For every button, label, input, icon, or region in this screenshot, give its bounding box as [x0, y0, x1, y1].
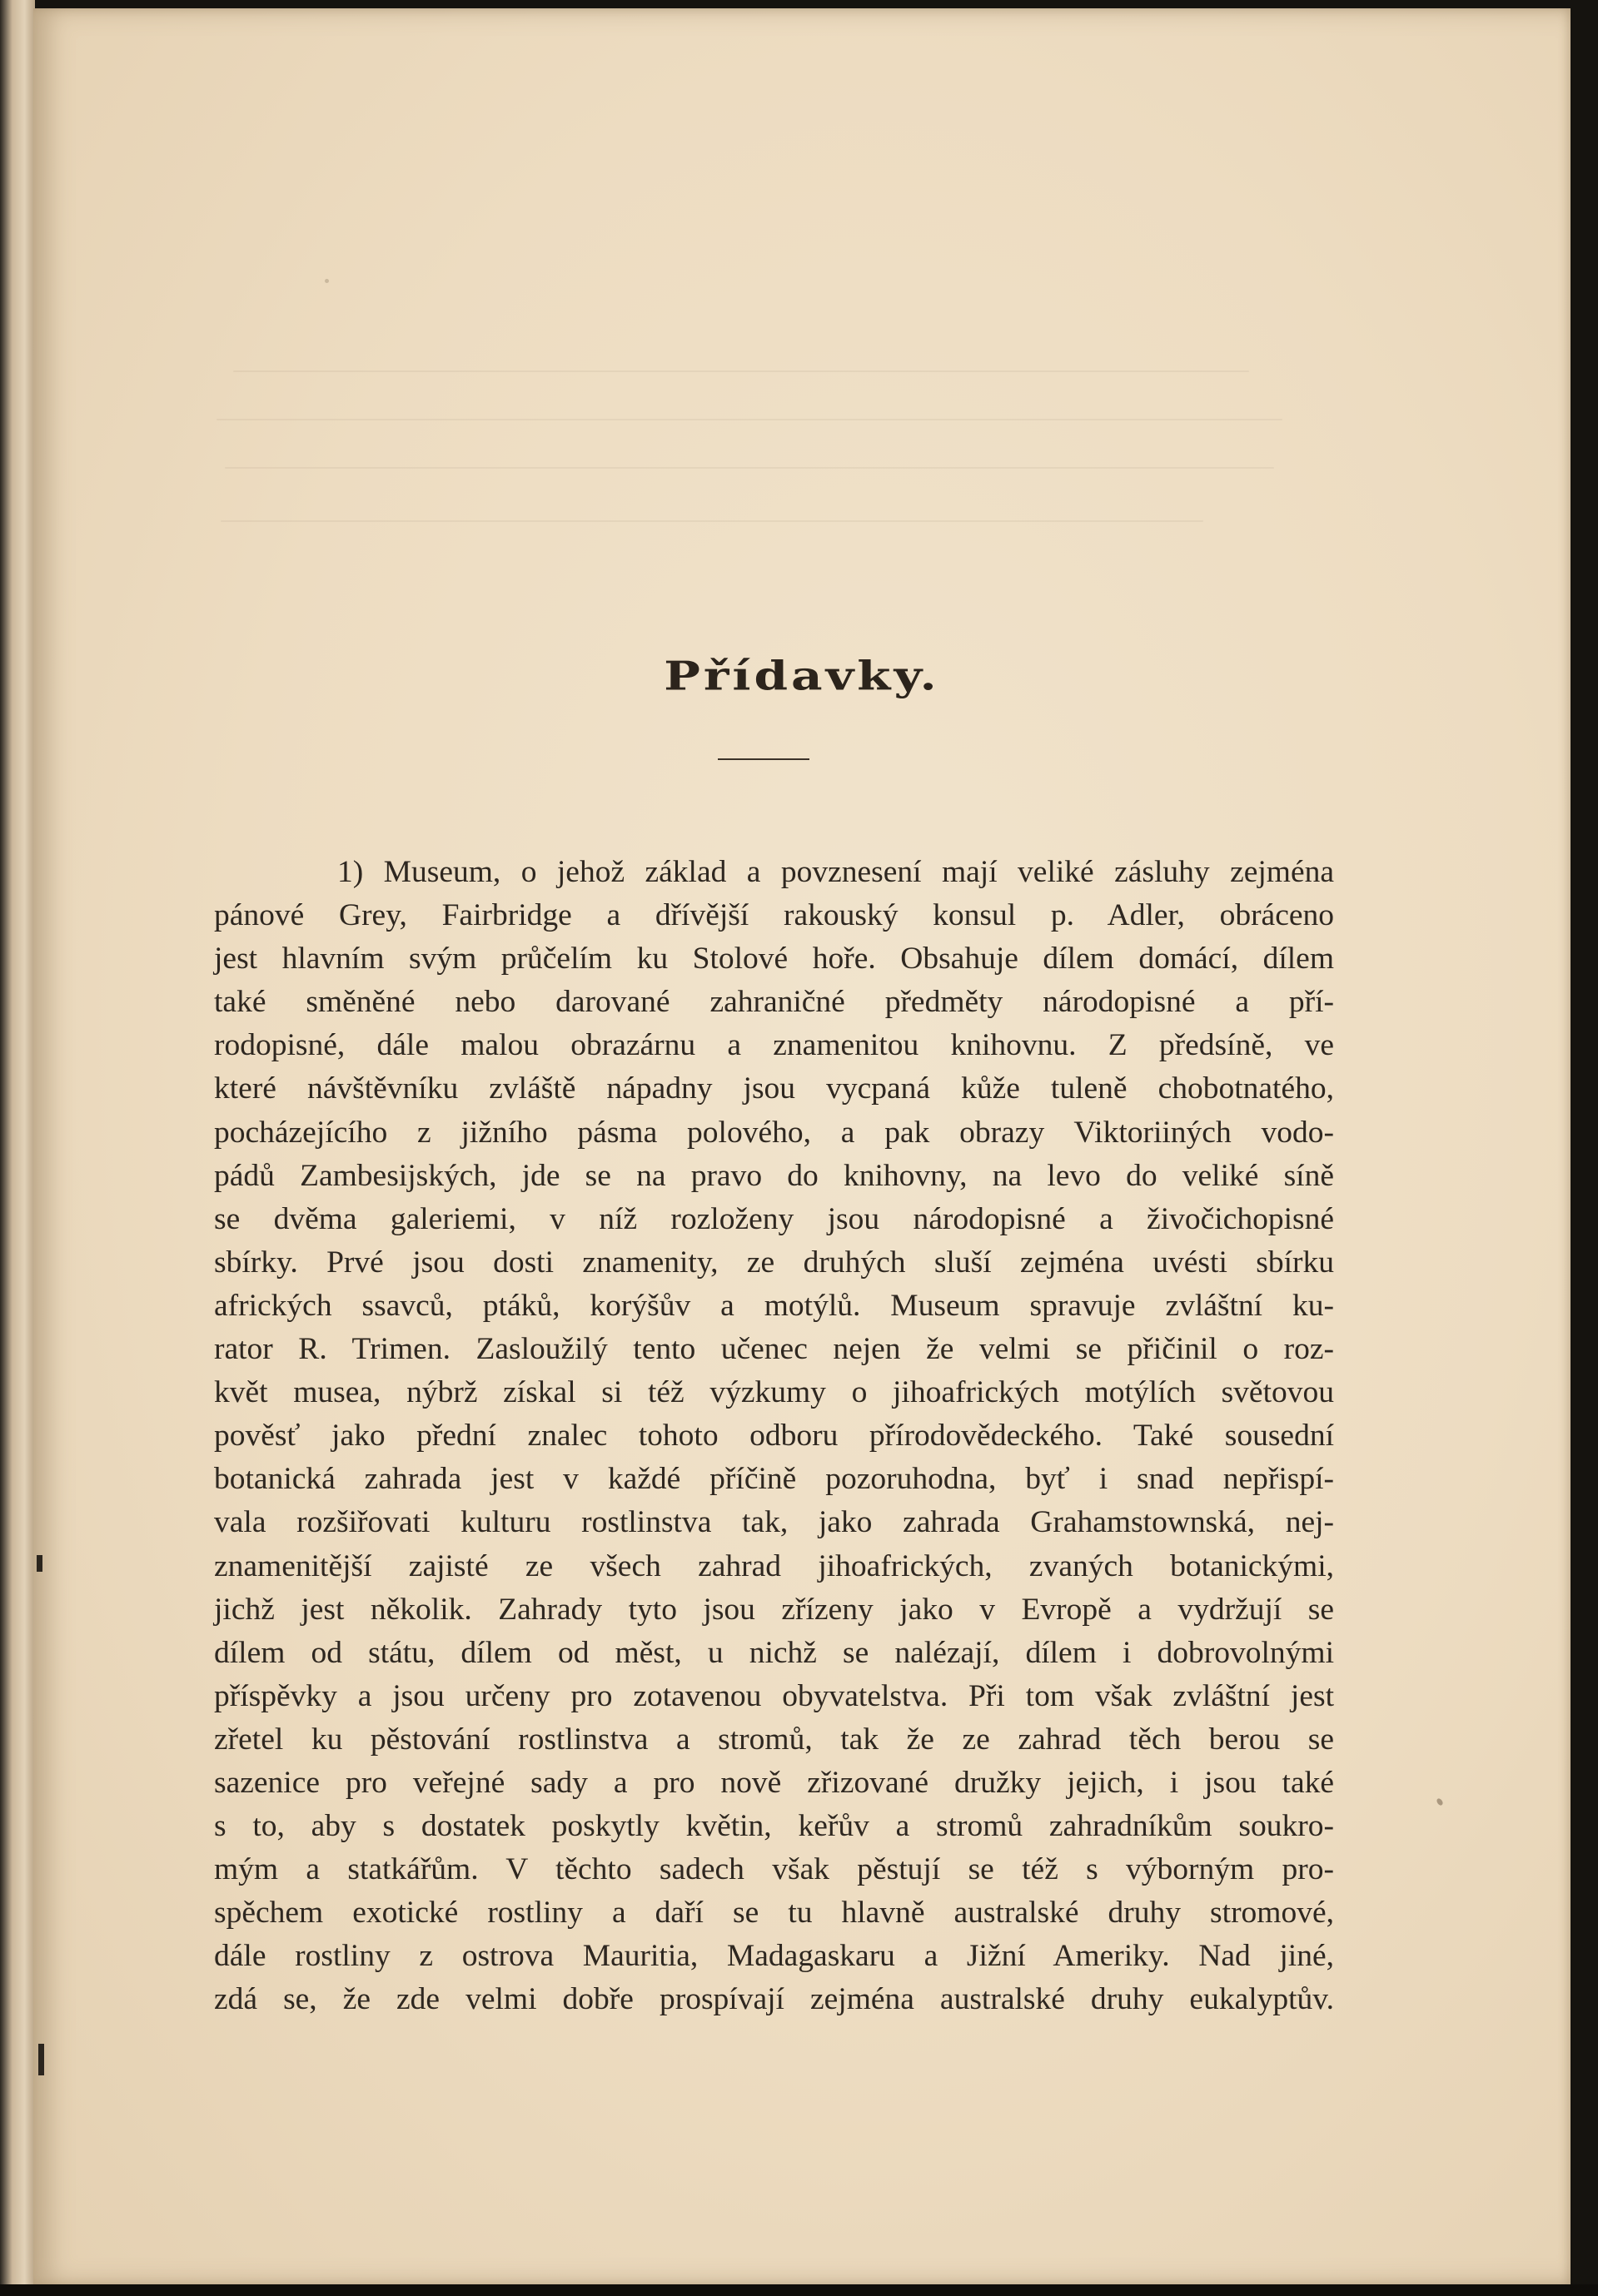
text-line: vala rozšiřovati kulturu rostlinstva tak, jako zahrada Grahamstownská, nej-	[214, 1505, 1334, 1540]
text-line: botanická zahrada jest v každé příčině pozoruhodna, byť i snad nepřispí-	[214, 1462, 1334, 1497]
show-through-line	[225, 467, 1274, 469]
text-line: sazenice pro veřejné sady a pro nově zřizované družky jejich, i jsou také	[214, 1765, 1334, 1800]
title-rule	[718, 758, 809, 760]
show-through-line	[217, 419, 1282, 420]
show-through-line	[233, 370, 1249, 372]
ink-speck	[325, 279, 329, 283]
gutter-mark	[37, 1555, 42, 1572]
text-line: dále rostliny z ostrova Mauritia, Madagaskaru a Jižní Ameriky. Nad jiné,	[214, 1939, 1334, 1974]
scan-border	[0, 2284, 1598, 2296]
text-line: znamenitější zajisté ze všech zahrad jihoafrických, zvaných botanickými,	[214, 1548, 1334, 1583]
text-line: mým a statkářům. V těchto sadech však pěstují se též s výborným pro-	[214, 1852, 1334, 1887]
text-line: příspěvky a jsou určeny pro zotavenou obyvatelstva. Při tom však zvláštní jest	[214, 1678, 1334, 1713]
text-line: afrických ssavců, ptáků, korýšův a motýlů. Museum spravuje zvláštní ku-	[214, 1288, 1334, 1323]
text-line: jichž jest několik. Zahrady tyto jsou zřízeny jako v Evropě a vydržují se	[214, 1592, 1334, 1627]
text-line: jest hlavním svým průčelím ku Stolové hoře. Obsahuje dílem domácí, dílem	[214, 942, 1334, 977]
text-line: sbírky. Prvé jsou dosti znamenity, ze druhých sluší zejména uvésti sbírku	[214, 1245, 1334, 1280]
book-page	[33, 8, 1571, 2285]
text-line: spěchem exotické rostliny a daří se tu hlavně australské druhy stromové,	[214, 1896, 1334, 1931]
text-line: dílem od státu, dílem od měst, u nichž se nalézají, dílem i dobrovolnými	[214, 1635, 1334, 1670]
text-line: které návštěvníku zvláště nápadny jsou vycpaná kůže tuleně chobotnatého,	[214, 1071, 1334, 1106]
text-line: zdá se, že zde velmi dobře prospívají zejména australské druhy eukalyptův.	[214, 1982, 1334, 2017]
text-line: pádů Zambesijských, jde se na pravo do knihovny, na levo do veliké síně	[214, 1158, 1334, 1193]
page-title: Přídavky.	[664, 653, 940, 699]
text-line: se dvěma galeriemi, v níž rozloženy jsou národopisné a živočichopisné	[214, 1201, 1334, 1236]
text-line: rodopisné, dále malou obrazárnu a znamenitou knihovnu. Z předsíně, ve	[214, 1028, 1334, 1063]
text-line: 1) Museum, o jehož základ a povznesení mají veliké zásluhy zejména	[337, 855, 1334, 889]
text-line: pověsť jako přední znalec tohoto odboru přírodovědeckého. Také sousední	[214, 1419, 1334, 1454]
gutter-mark	[38, 2044, 44, 2075]
text-line: rator R. Trimen. Zasloužilý tento učenec nejen že velmi se přičinil o roz-	[214, 1332, 1334, 1367]
text-line: s to, aby s dostatek poskytly květin, keřův a stromů zahradníkům soukro-	[214, 1809, 1334, 1844]
show-through-line	[221, 520, 1203, 522]
text-line: pánové Grey, Fairbridge a dřívější rakouský konsul p. Adler, obráceno	[214, 898, 1334, 933]
previous-page-edge	[0, 0, 35, 2296]
text-line: květ musea, nýbrž získal si též výzkumy o jihoafrických motýlích světovou	[214, 1375, 1334, 1410]
text-line: také směněné nebo darované zahraničné předměty národopisné a pří-	[214, 985, 1334, 1020]
text-line: zřetel ku pěstování rostlinstva a stromů, tak že ze zahrad těch berou se	[214, 1722, 1334, 1757]
ink-speck	[1436, 1797, 1444, 1806]
text-line: pocházejícího z jižního pásma polového, a pak obrazy Viktoriiných vodo-	[214, 1115, 1334, 1150]
paragraph	[214, 851, 1334, 2022]
